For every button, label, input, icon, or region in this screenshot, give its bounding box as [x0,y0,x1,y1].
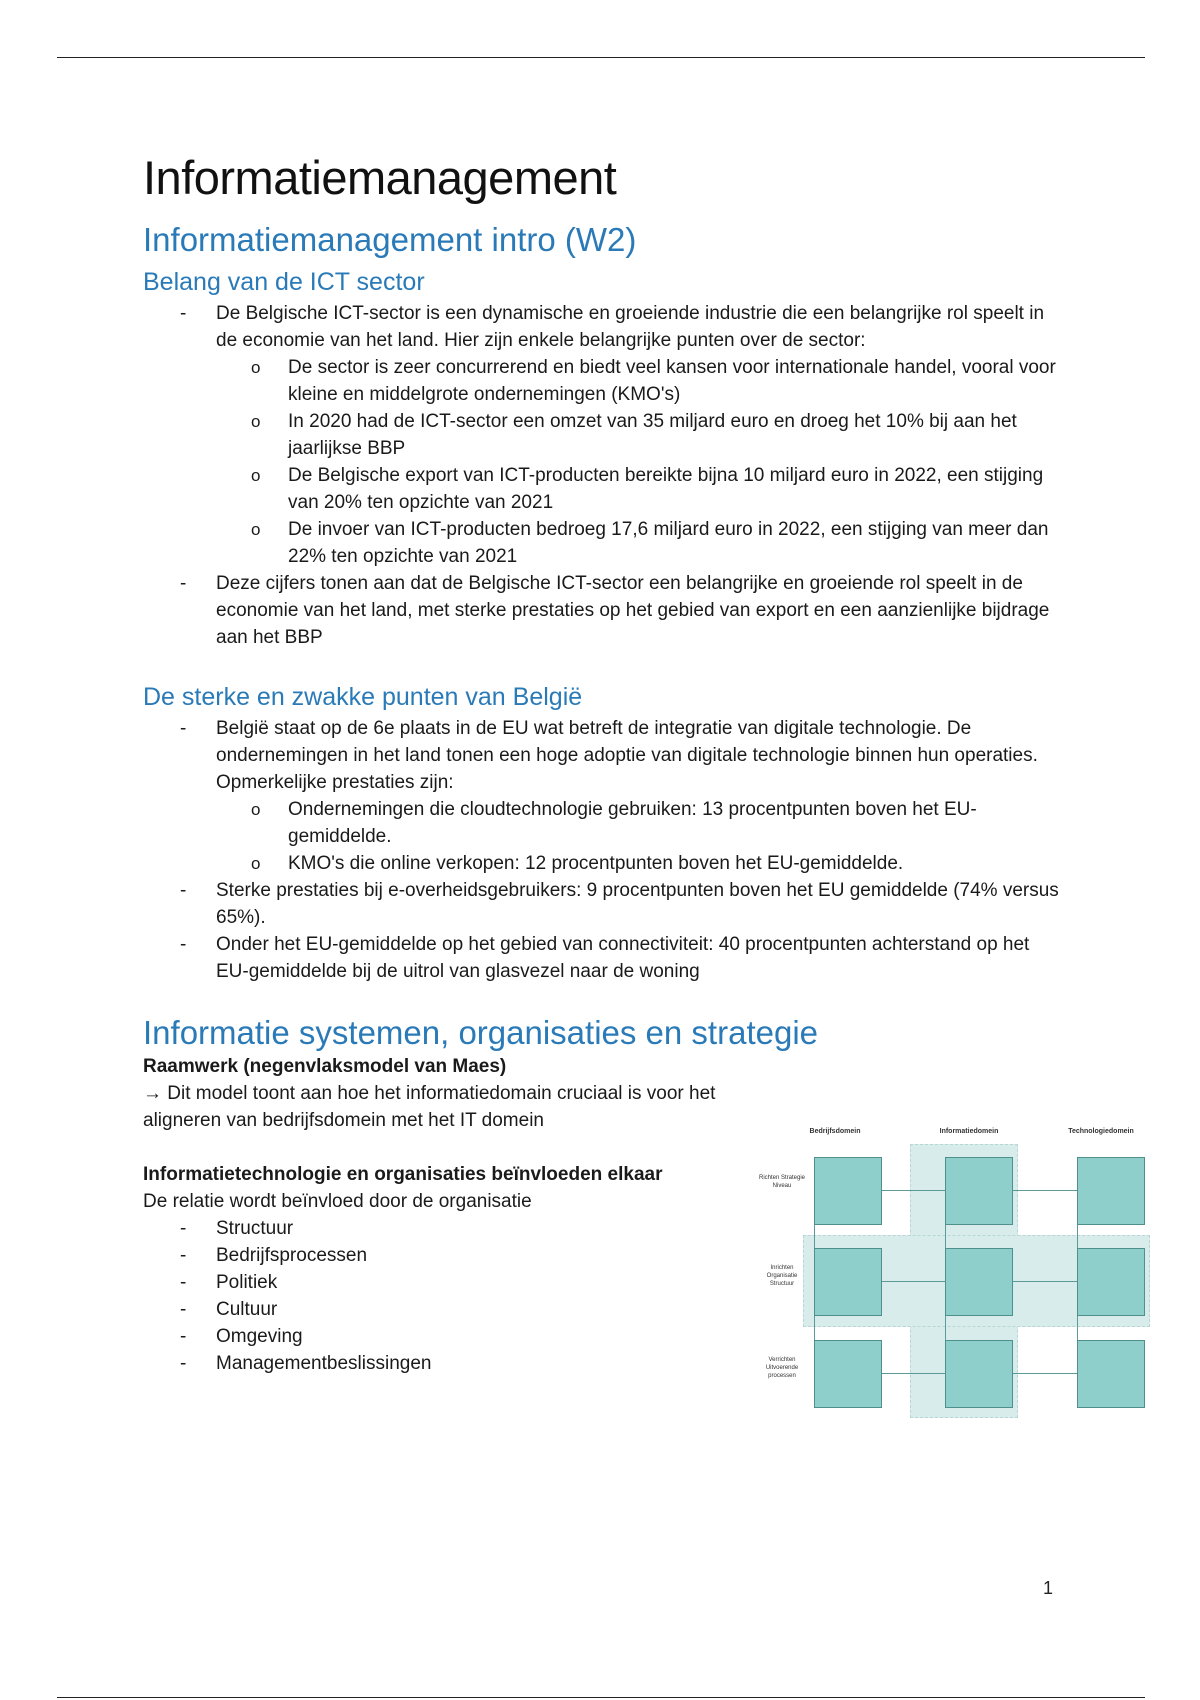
footer-rule [57,1697,1145,1698]
page-title: Informatiemanagement [143,151,617,204]
list-item: o De Belgische export van ICT-producten bereikte bijna 10 miljard euro in 2022, een stijging van 20% ten opzichte van 2021 [251,465,1044,513]
strengths-list [143,715,1063,985]
list-item: - Onder het EU-gemiddelde op het gebied van connectiviteit: 40 procentpunten achterstand op het EU-gemiddelde bij de uitrol van glasvezel naar de woning [180,934,1030,982]
diagram-cell [1077,1248,1145,1316]
framework-title: Raamwerk (negenvlaksmodel van Maes) [143,1056,507,1077]
influence-description: De relatie wordt beïnvloed door de organisatie [143,1191,532,1212]
list-item: - De Belgische ICT-sector is een dynamische en groeiende industrie die een belangrijke rol speelt in de economie van het land. Hier zijn enkele belangrijke punten over de sector: o De sector is zeer concurrerend en biedt veel kansen voor internationale handel, vooral voor kleine en middelgrote ondernemingen (KMO's) o In 2020 had de ICT-sector een omzet van 35 miljard euro en droeg het 10% bij aan het jaarlijkse BBP o De Belgische export van ICT-producten bereikte bijna 10 miljard euro in 2022, een stijging van 20% ten opzichte van 2021 o De invoer van ICT-producten bedroeg 17,6 miljard euro in 2022, een stijging van meer dan 22% ten opzichte van 2021 [143,300,1063,570]
list-item: - Deze cijfers tonen aan dat de Belgische ICT-sector een belangrijke en groeiende rol speelt in de economie van het land, met sterke prestaties op het gebied van export en een aanzienlijke bijdrage aan het BBP [180,573,1050,648]
ict-sector-list [143,300,1063,651]
diagram-column-header: Bedrijfsdomein [809,1128,861,1135]
diagram-cell [814,1248,882,1316]
list-item: - Bedrijfsprocessen [180,1245,368,1266]
list-item: o KMO's die online verkopen: 12 procentpunten boven het EU-gemiddelde. [251,853,904,874]
subheading-ict-sector: Belang van de ICT sector [143,268,425,296]
diagram-column-header: Technologiedomein [1068,1128,1134,1135]
list-item: o Ondernemingen die cloudtechnologie gebruiken: 13 procentpunten boven het EU-gemiddelde. [251,799,977,847]
diagram-row-label: Inrichten Organisatie Structuur [766,1265,798,1287]
diagram-cell [1077,1157,1145,1225]
influence-factors-list [143,1215,743,1377]
influence-title: Informatietechnologie en organisaties beïnvloeden elkaar [143,1164,663,1185]
framework-description: → Dit model toont aan hoe het informatiedomain cruciaal is voor het aligneren van bedrijfsdomein met het IT domein [143,1083,716,1131]
nine-field-model-diagram [757,1128,1149,1418]
diagram-row-label: Verrichten Uitvoerende processen [765,1357,799,1379]
diagram-cell [814,1340,882,1408]
diagram-column-header: Informatiedomein [939,1128,999,1135]
diagram-row-label: Richten Strategie Niveau [758,1175,806,1189]
list-item: o De invoer van ICT-producten bedroeg 17,6 miljard euro in 2022, een stijging van meer dan 22% ten opzichte van 2021 [251,519,1049,567]
section-heading-intro: Informatiemanagement intro (W2) [143,221,637,258]
ict-sector-sublist [216,354,1063,570]
list-item: - Politiek [180,1272,278,1293]
list-item: - België staat op de 6e plaats in de EU wat betreft de integratie van digitale technologie. De ondernemingen in het land tonen een hoge adoptie van digitale technologie binnen hun operaties. Opmerkelijke prestaties zijn: o Ondernemingen die cloudtechnologie gebruiken: 13 procentpunten boven het EU-gemiddelde. o KMO's die online verkopen: 12 procentpunten boven het EU-gemiddelde. [143,715,1063,877]
list-item: o In 2020 had de ICT-sector een omzet van 35 miljard euro en droeg het 10% bij aan het jaarlijkse BBP [251,411,1017,459]
strengths-sublist [216,796,1063,877]
diagram-cell [1077,1340,1145,1408]
list-item: - Structuur [180,1218,294,1239]
header-rule [57,57,1145,58]
diagram-cell [945,1248,1013,1316]
subheading-strengths-weaknesses: De sterke en zwakke punten van België [143,683,583,711]
page-number: 1 [1043,1578,1054,1598]
framework-text-column [143,1053,743,1377]
list-item: - Managementbeslissingen [180,1353,432,1374]
list-item: o De sector is zeer concurrerend en biedt veel kansen voor internationale handel, vooral voor kleine en middelgrote ondernemingen (KMO's) [251,357,1056,405]
section-heading-information-systems: Informatie systemen, organisaties en strategie [143,1014,819,1051]
list-item: - Omgeving [180,1326,303,1347]
diagram-cell [945,1340,1013,1408]
list-item: - Sterke prestaties bij e-overheidsgebruikers: 9 procentpunten boven het EU gemiddelde (74% versus 65%). [180,880,1059,928]
diagram-cell [945,1157,1013,1225]
list-item: - Cultuur [180,1299,278,1320]
diagram-cell [814,1157,882,1225]
